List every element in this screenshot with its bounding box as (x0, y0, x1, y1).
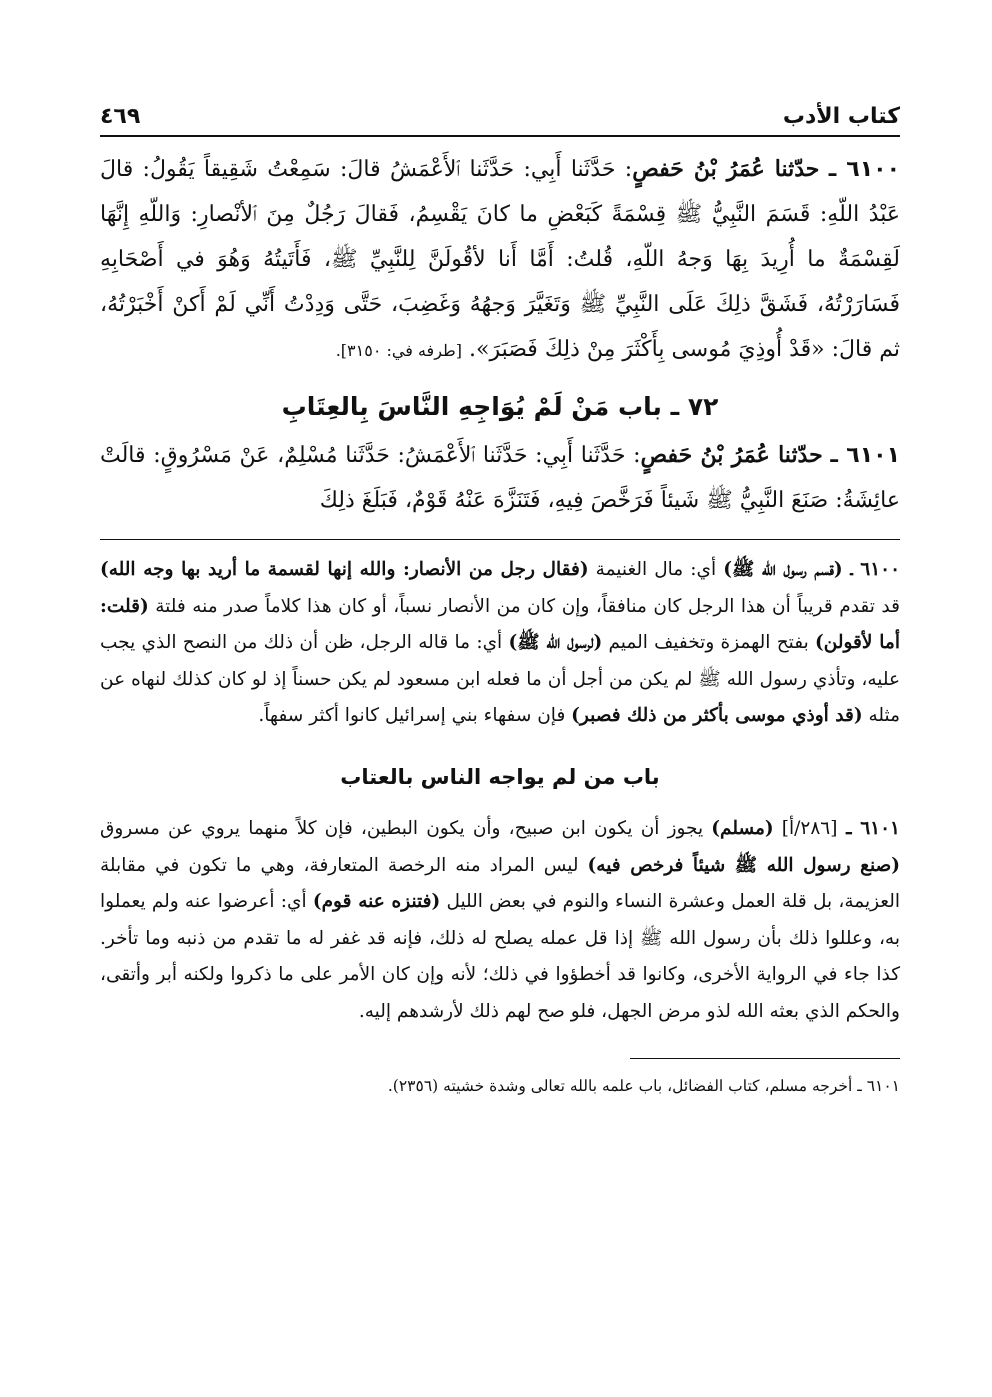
commentary-quote: (قد أوذي موسى بأكثر من ذلك فصبر) (571, 705, 863, 726)
commentary-quote: (صنع رسول الله ﷺ شيئاً فرخص فيه) (587, 854, 900, 876)
commentary-quote: (قلت: أما لأقولن) (100, 595, 900, 653)
page-number: ٤٦٩ (100, 104, 141, 129)
commentary-quote: ٦١٠٠ ـ (842, 559, 901, 580)
hadith-isnad-start: حدّثنا عُمَرُ بْنُ حَفصٍ (632, 156, 820, 182)
commentary-6100 (100, 552, 900, 735)
hadith-number: ٦١٠٠ ـ (828, 157, 901, 182)
hadith-text-section (100, 147, 900, 523)
hadith-6100 (100, 147, 900, 373)
commentary-chapter-title: باب من لم يواجه الناس بالعتاب (340, 764, 660, 789)
commentary-text: قد تقدم قريباً أن هذا الرجل كان منافقاً، وإن كان من الأنصار نسباً، أو كان هذا كلاماً صدر منه فلتة (148, 595, 900, 617)
hadith-number: ٦١٠١ ـ (830, 443, 900, 468)
commentary-quote: (قسم رسول الله ﷺ) (723, 559, 843, 580)
commentary-text: يجوز أن يكون ابن صبيح، وأن يكون البطين، فإن كلاً منهما يروي عن مسروق (100, 818, 712, 839)
book-page (100, 95, 900, 1335)
commentary-quote: (فتنزه عنه قوم) (312, 891, 441, 912)
commentary-text: أي: مال الغنيمة (588, 559, 724, 580)
commentary-text: بفتح الهمزة وتخفيف الميم (602, 632, 816, 653)
commentary-text: أي: ما قاله الرجل، ظن أن ذلك من النصح الذي يجب عليه، وتأذي رسول الله ﷺ لم يكن من أجل أن ما فعله ابن مسعود لم يكن حسناً إذ لو كان كذلك لنهاه عن مثله (100, 632, 900, 726)
footnote-rule (630, 1058, 900, 1059)
commentary-quote: (لرسول الله ﷺ) (508, 632, 603, 653)
hadith-tarf-reference: [طرفه في: ٣١٥٠]. (335, 341, 462, 360)
hadith-body: : حَدَّثَنا أَبِي: حَدَّثَنا ٱلأَعْمَشُ قالَ: سَمِعْتُ شَقِيقاً يَقُولُ: قالَ عَبْدُ اللّهِ: قَسَمَ النَّبِيُّ ﷺ قِسْمَةً كَبَعْضِ ما كانَ يَقْسِمُ، فَقالَ رَجُلٌ مِنَ ٱلأنْصارِ: وَاللّهِ إِنَّهَا لَقِسْمَةٌ ما أُرِيدَ بِهَا وَجهُ اللّهِ، قُلتُ: أَمَّا أَنا لأقُولَنَّ لِلنَّبِيِّ ﷺ، فَأَتَيتُهُ وَهُوَ في أَصْحَابِهِ فَسَارَرْتُهُ، فَشَقَّ ذلِكَ عَلَى النَّبِيِّ ﷺ وَتَغَيَّرَ وَجهُهُ وَغَضِبَ، حَتَّى وَدِدْتُ أَنِّي لَمْ أَكنْ أَخْبَرْتُهُ، ثم قالَ: «قَدْ أُوذِيَ مُوسى بِأَكْثَرَ مِنْ ذلِكَ فَصَبَرَ». (100, 157, 900, 362)
commentary-text: ليس المراد منه الرخصة المتعارفة، وهي ما تكون في مقابلة العزيمة، بل قلة العمل وعشرة النساء والنوم في بعض الليل (100, 854, 900, 912)
book-title: كتاب الأدب (782, 104, 900, 129)
commentary-section (100, 552, 900, 1030)
commentary-quote: (فقال رجل من الأنصار: والله إنها لقسمة ما أريد بها وجه الله) (100, 559, 589, 580)
commentary-text: فإن سفهاء بني إسرائيل كانوا أكثر سفهاً. (258, 705, 572, 726)
hadith-isnad-start: حدّثنا عُمَرُ بْنُ حَفصٍ (640, 442, 823, 468)
page-header (100, 95, 900, 137)
hadith-body: : حَدَّثَنا أَبِي: حَدَّثَنا ٱلأَعْمَشُ: حَدَّثَنا مُسْلِمٌ، عَنْ مَسْرُوقٍ: قالَتْ عائِشَةُ: صَنَعَ النَّبِيُّ ﷺ شَيئاً فَرَخَّصَ فِيهِ، فَتَنَزَّهَ عَنْهُ قَوْمٌ، فَبَلَغَ ذلِكَ (100, 443, 900, 513)
commentary-6101 (100, 811, 900, 1030)
commentary-divider (100, 539, 900, 540)
commentary-text: أي: أعرضوا عنه ولم يعملوا به، وعللوا ذلك بأن رسول الله ﷺ إذا قل عمله يصلح له ذلك، فإنه قد غفر له ما تقدم من ذنبه وما تأخر. كذا جاء في الرواية الأخرى، وكانوا قد أخطؤوا في ذلك؛ لأنه وإن كان الأمر على ما ذكروا ولكنه أبر وأتقى، والحكم الذي بعثه الله لذو مرض الجهل، فلو صح لهم ذلك لأرشدهم إليه. (100, 891, 900, 1022)
commentary-quote: (مسلم) (711, 818, 774, 839)
commentary-text: [٢٨٦/أ] (773, 818, 838, 839)
chapter-title: ٧٢ ـ باب مَنْ لَمْ يُوَاجِهِ النَّاسَ بِالعِتَابِ (281, 392, 719, 421)
hadith-6101 (100, 433, 900, 523)
commentary-quote: ٦١٠١ ـ (837, 818, 900, 839)
footnote: ٦١٠١ ـ أخرجه مسلم، كتاب الفضائل، باب علمه بالله تعالى وشدة خشيته (٢٣٥٦). (387, 1077, 900, 1095)
